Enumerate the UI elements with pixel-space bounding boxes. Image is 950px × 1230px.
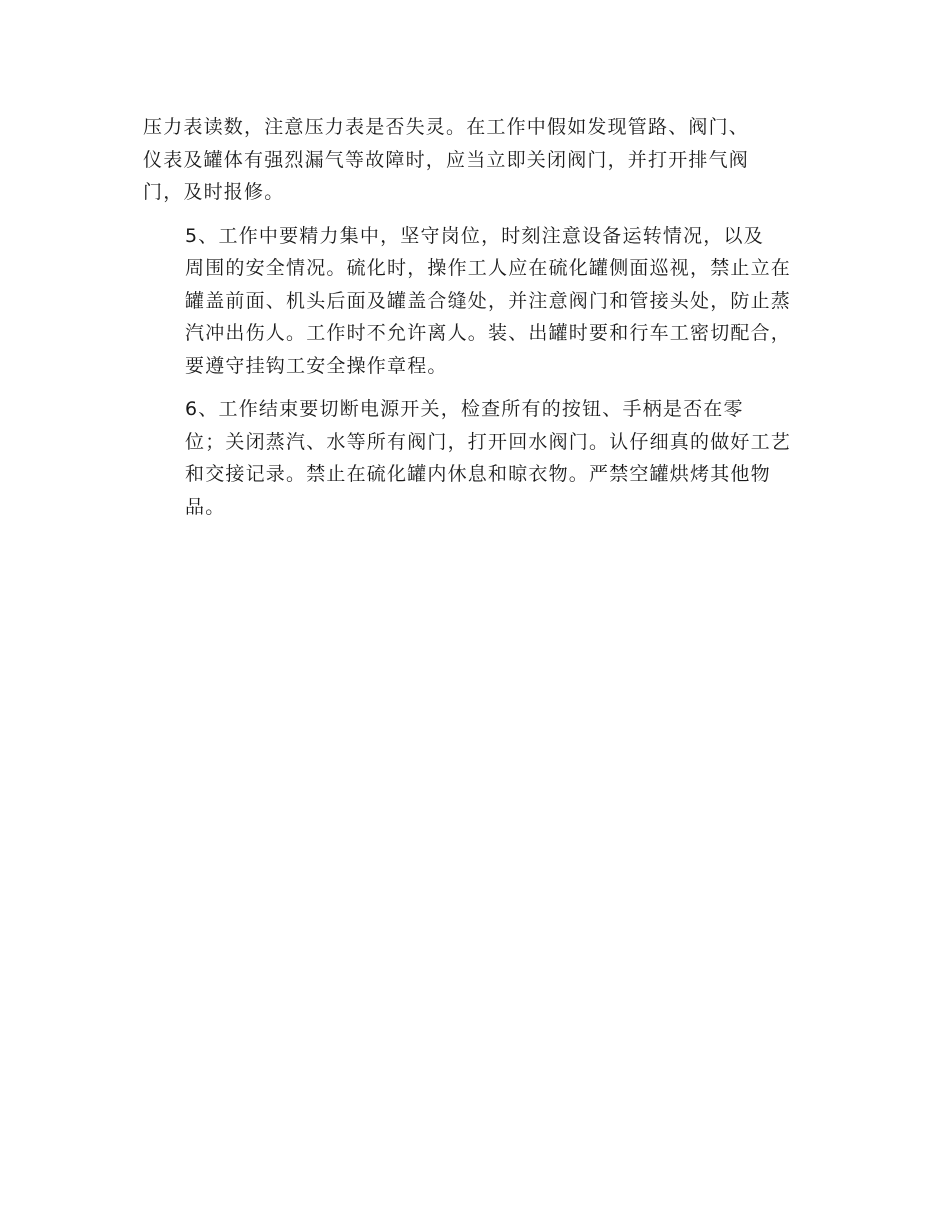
text-line: 和交接记录。禁止在硫化罐内休息和晾衣物。严禁空罐烘烤其他物: [185, 463, 771, 485]
paragraph-continuation: [143, 111, 808, 209]
text-line: 门，及时报修。: [143, 181, 285, 203]
paragraph-item-5: [143, 220, 808, 383]
text-line: 品。: [185, 495, 226, 518]
text-line: 要遵守挂钩工安全操作章程。: [185, 354, 448, 377]
text-line: 汽冲出伤人。工作时不允许离人。装、出罐时要和行车工密切配合，: [185, 322, 792, 344]
text-line: 6、工作结束要切断电源开关，检查所有的按钮、手柄是否在零: [185, 398, 744, 420]
paragraph-item-6: [143, 393, 808, 523]
document-body: [143, 111, 808, 523]
text-line: 5、工作中要精力集中，坚守岗位，时刻注意设备运转情况，以及: [185, 224, 764, 247]
text-line: 压力表读数，注意压力表是否失灵。在工作中假如发现管路、阀门、: [143, 116, 750, 138]
text-line: 罐盖前面、机头后面及罐盖合缝处，并注意阀门和管接头处，防止蒸: [185, 289, 792, 312]
text-line: 仪表及罐体有强烈漏气等故障时，应当立即关闭阀门，并打开排气阀: [143, 148, 750, 171]
text-line: 周围的安全情况。硫化时，操作工人应在硫化罐侧面巡视，禁止立在: [185, 257, 792, 279]
text-line: 位；关闭蒸汽、水等所有阀门，打开回水阀门。认仔细真的做好工艺: [185, 430, 792, 453]
